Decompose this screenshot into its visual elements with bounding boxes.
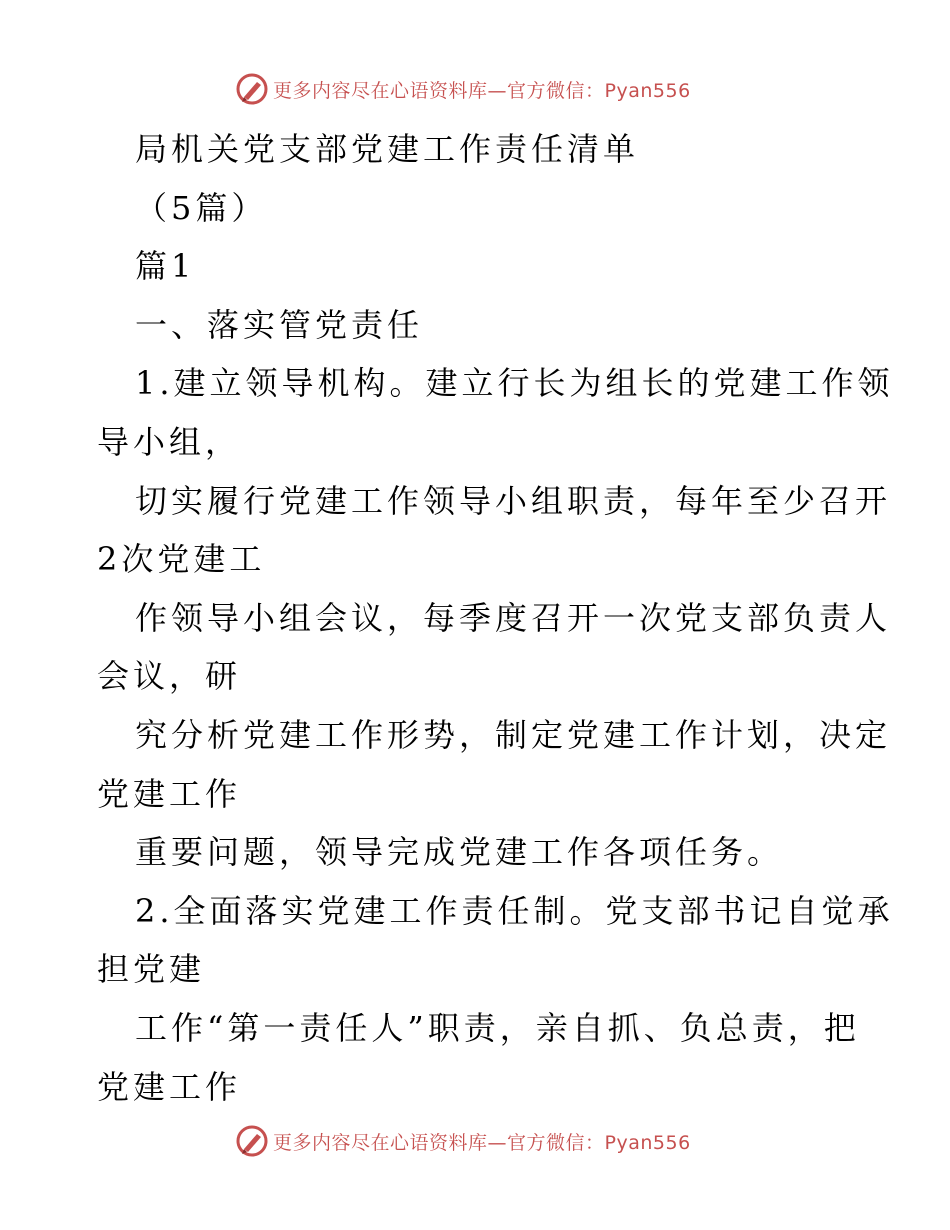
- paragraph-line: 究分析党建工作形势，制定党建工作计划，决定: [135, 715, 892, 754]
- paragraph-line: 重要问题，领导完成党建工作各项任务。: [135, 833, 784, 872]
- paragraph-line: 党建工作: [97, 774, 242, 813]
- document-subtitle: （5篇）: [135, 188, 268, 227]
- subsection-heading: 一、落实管党责任: [135, 305, 424, 344]
- watermark-header: [235, 72, 691, 106]
- watermark-text: 更多内容尽在心语资料库—官方微信：Pyan556: [273, 1131, 691, 1154]
- paragraph-line: 2次党建工: [97, 540, 266, 579]
- paragraph-line: 工作“第一责任人”职责，亲自抓、负总责，把: [135, 1008, 860, 1047]
- paragraph-line: 导小组，: [97, 422, 242, 461]
- paragraph-line: 担党建: [97, 950, 206, 989]
- document-body: [97, 120, 894, 1116]
- paragraph-line: 作领导小组会议，每季度召开一次党支部负责人: [135, 598, 892, 637]
- watermark-text: 更多内容尽在心语资料库—官方微信：Pyan556: [273, 79, 691, 102]
- pen-logo-icon: [235, 1124, 269, 1158]
- paragraph-line: 2.全面落实党建工作责任制。党支部书记自觉承: [135, 891, 894, 930]
- pen-logo-icon: [235, 72, 269, 106]
- paragraph-line: 党建工作: [97, 1067, 242, 1106]
- watermark-footer: [235, 1124, 691, 1158]
- paragraph-line: 切实履行党建工作领导小组职责，每年至少召开: [135, 481, 892, 520]
- paragraph-line: 1.建立领导机构。建立行长为组长的党建工作领: [135, 364, 894, 403]
- section-heading: 篇1: [135, 247, 196, 286]
- document-title: 局机关党支部党建工作责任清单: [135, 130, 640, 168]
- paragraph-line: 会议，研: [97, 657, 242, 696]
